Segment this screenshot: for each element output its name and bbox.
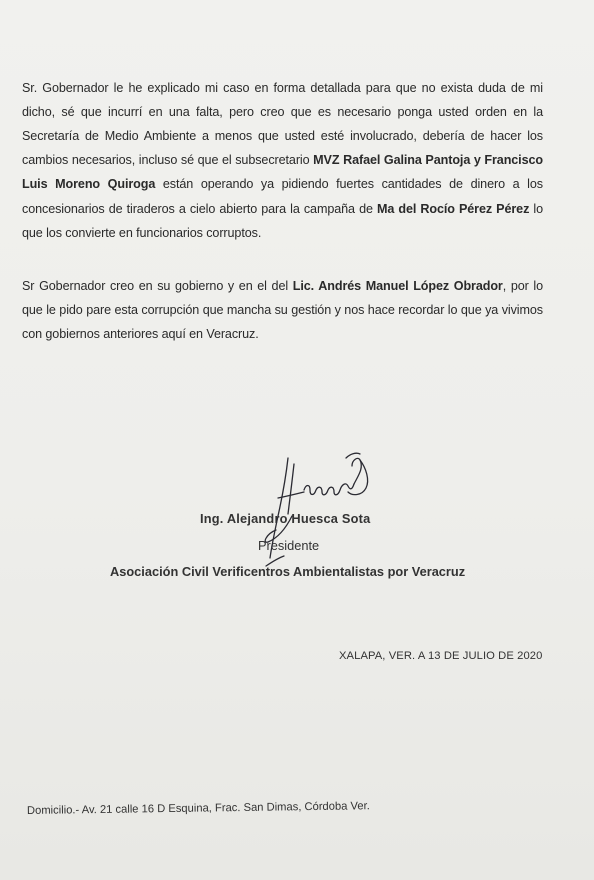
place-and-date: XALAPA, VER. A 13 DE JULIO DE 2020 [339,650,543,662]
paragraph-complaint [22,76,543,245]
bold-name-candidate: Ma del Rocío Pérez Pérez [376,201,530,216]
bold-names-officials: MVZ Rafael Galina Pantoja y Francisco Luis Moreno Quiroga [22,153,543,192]
paragraph-text: están operando ya pidiendo fuertes cantidades de dinero a los concesionarios de tiraderos a cielo abierto para la campaña de [22,177,543,216]
signer-name: Ing. Alejandro Huesca Sota [200,511,371,526]
signer-organization: Asociación Civil Verificentros Ambientalistas por Veracruz [110,564,466,579]
paragraph-text: Sr. Gobernador le he explicado mi caso en forma detallada para que no exista duda de mi dicho, sé que incurrí en una falta, pero creo que es necesario ponga usted orden en la Secretaría de Medio Ambiente a menos que usted esté involucrado, debería de hacer los cambios necesarios, incluso sé que el subsecretario [22,80,543,168]
address-footer: Domicilio.- Av. 21 calle 16 D Esquina, Frac. San Dimas, Córdoba Ver. [26,800,370,817]
signer-role: Presidente [258,538,320,553]
bold-name-president: Lic. Andrés Manuel López Obrador [292,278,503,293]
paragraph-text: lo que los convierte en funcionarios corruptos. [22,201,544,240]
paragraph-text: Sr Gobernador creo en su gobierno y en el del [22,278,293,293]
paragraph-request [22,274,543,347]
handwritten-signature-icon [248,446,388,571]
paragraph-text: , por lo que le pido pare esta corrupción que mancha su gestión y nos hace recordar lo que ya vivimos con gobiernos anteriores aquí en Veracruz. [22,278,543,341]
